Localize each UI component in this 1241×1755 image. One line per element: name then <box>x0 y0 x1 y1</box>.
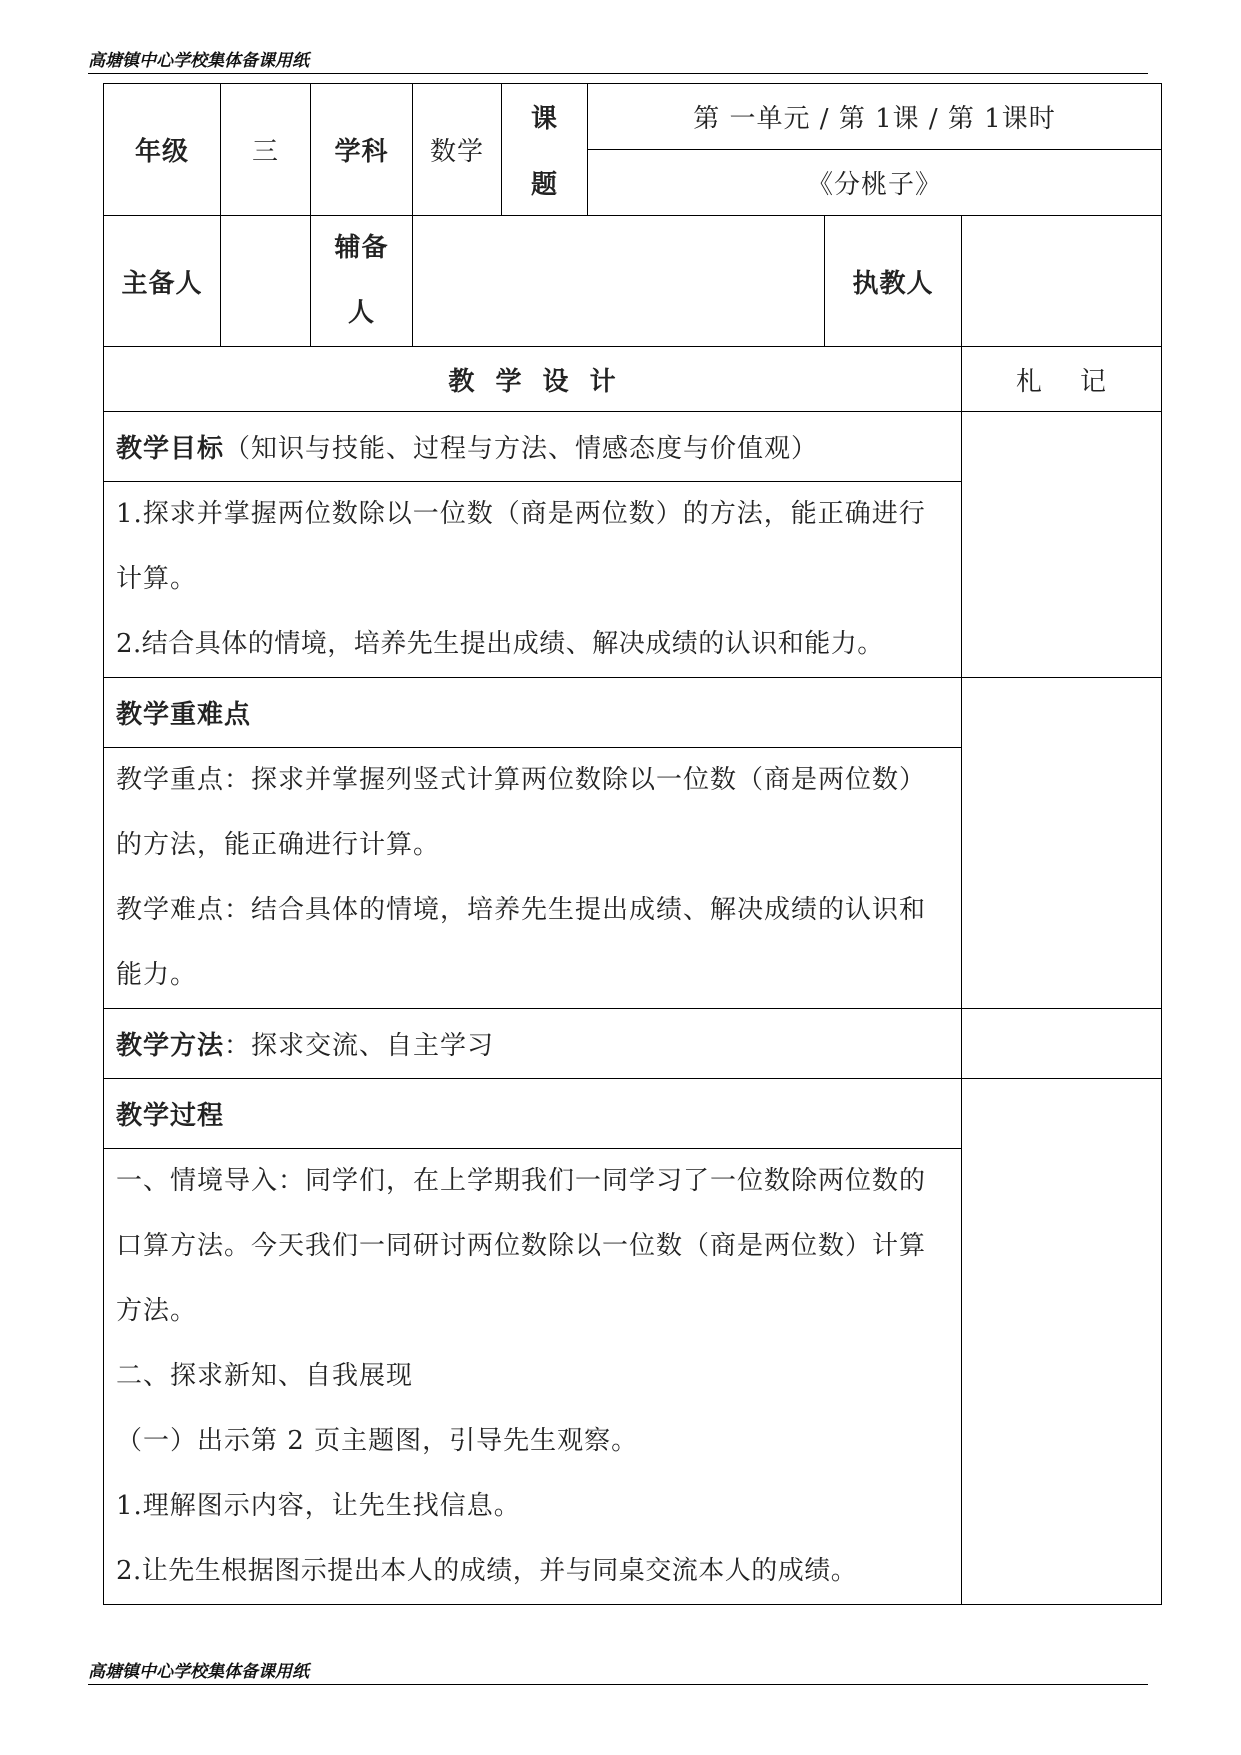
keypoint-difficulty: 教学难点：结合具体的情境，培养先生提出成绩、解决成绩的认识和能力。 <box>116 895 927 990</box>
keypoint-focus: 教学重点：探求并掌握列竖式计算两位数除以一位数（商是两位数）的方法，能正确进行计算。 <box>116 765 927 860</box>
assistant-label-line1: 辅备 <box>334 233 389 263</box>
footer-rule <box>88 1684 1148 1685</box>
process-para-3: （一）出示第 2 页主题图，引导先生观察。 <box>116 1426 639 1456</box>
process-para-4: 1.理解图示内容，让先生找信息。 <box>116 1491 521 1521</box>
goals-title-suffix: （知识与技能、过程与方法、情感态度与价值观） <box>224 434 819 464</box>
method-value: ：探求交流、自主学习 <box>224 1031 495 1061</box>
lesson-plan-table <box>103 83 1162 1605</box>
process-notes <box>962 1079 1162 1605</box>
main-preparer-value <box>221 216 311 347</box>
goal-item-2: 2.结合具体的情境，培养先生提出成绩、解决成绩的认识和能力。 <box>116 629 884 659</box>
assistant-value <box>413 216 825 347</box>
method-cell <box>104 1009 962 1079</box>
subject-label: 学科 <box>311 84 413 216</box>
goals-title: 教学目标 <box>116 434 225 464</box>
process-para-1: 一、情境导入：同学们，在上学期我们一同学习了一位数除两位数的口算方法。今天我们一同研讨两位数除以一位数（商是两位数）计算方法。 <box>116 1166 927 1326</box>
method-notes <box>962 1009 1162 1079</box>
grade-label: 年级 <box>104 84 221 216</box>
process-content <box>104 1149 962 1605</box>
topic-label-top: 课 <box>502 84 588 150</box>
keypoints-content <box>104 748 962 1009</box>
process-para-5: 2.让先生根据图示提出本人的成绩，并与同桌交流本人的成绩。 <box>116 1556 858 1586</box>
footer-text: 高塘镇中心学校集体备课用纸 <box>88 1662 309 1682</box>
design-heading: 教 学 设 计 <box>104 347 962 412</box>
main-preparer-label: 主备人 <box>104 216 221 347</box>
goals-notes <box>962 412 1162 678</box>
process-title: 教学过程 <box>104 1079 962 1149</box>
goal-item-1: 1.探求并掌握两位数除以一位数（商是两位数）的方法，能正确进行计算。 <box>116 499 926 594</box>
method-title: 教学方法 <box>116 1031 225 1061</box>
subject-value: 数学 <box>413 84 502 216</box>
topic-label-bottom: 题 <box>502 150 588 216</box>
header-rule <box>88 73 1148 74</box>
process-para-2: 二、探求新知、自我展现 <box>116 1361 414 1391</box>
keypoints-notes <box>962 678 1162 1009</box>
teacher-label: 执教人 <box>825 216 962 347</box>
notes-heading: 札 记 <box>962 347 1162 412</box>
assistant-label <box>311 216 413 347</box>
goals-heading-cell <box>104 412 962 482</box>
lesson-title: 《分桃子》 <box>588 150 1162 216</box>
lesson-path: 第 一单元 / 第 1课 / 第 1课时 <box>588 84 1162 150</box>
goals-content <box>104 482 962 678</box>
assistant-label-line2: 人 <box>347 298 375 328</box>
header-text: 高塘镇中心学校集体备课用纸 <box>88 51 309 71</box>
teacher-value <box>962 216 1162 347</box>
grade-value: 三 <box>221 84 311 216</box>
keypoints-title: 教学重难点 <box>104 678 962 748</box>
